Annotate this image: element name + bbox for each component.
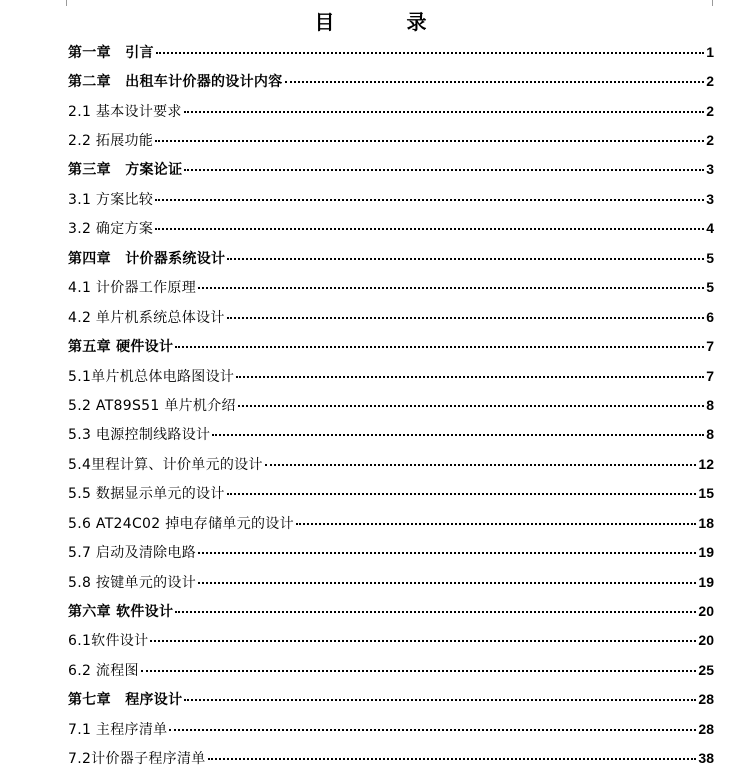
toc-section-entry[interactable]	[68, 390, 714, 419]
toc-entry-label: 7.1 主程序清单	[68, 721, 168, 738]
toc-entry-label: 3.1 方案比较	[68, 191, 154, 208]
toc-entry-label: 第二章 出租车计价器的设计内容	[68, 74, 283, 91]
toc-entry-label: 3.2 确定方案	[68, 221, 154, 238]
toc-chapter-entry[interactable]	[68, 37, 714, 66]
toc-entry-label: 5.3 电源控制线路设计	[68, 427, 211, 444]
toc-page-number: 2	[706, 102, 714, 119]
toc-page-number: 6	[706, 308, 714, 325]
toc-entry-label: 5.7 启动及清除电路	[68, 545, 197, 562]
toc-entry-label: 第七章 程序设计	[68, 692, 183, 709]
toc-section-entry[interactable]	[68, 655, 714, 684]
toc-entry-label: 6.2 流程图	[68, 662, 139, 679]
toc-dot-leader	[227, 258, 704, 260]
toc-page-number: 20	[698, 603, 714, 620]
toc-chapter-entry[interactable]	[68, 331, 714, 360]
toc-dot-leader	[236, 376, 704, 378]
toc-entry-label: 5.2 AT89S51 单片机介绍	[68, 397, 236, 414]
toc-section-entry[interactable]	[68, 508, 714, 537]
toc-dot-leader	[265, 464, 697, 466]
toc-page-number: 7	[706, 367, 714, 384]
toc-entry-label: 第五章 硬件设计	[68, 339, 174, 356]
toc-dot-leader	[227, 317, 705, 319]
toc-dot-leader	[155, 140, 704, 142]
toc-page-number: 1	[706, 43, 714, 60]
toc-entry-label: 5.4里程计算、计价单元的设计	[68, 456, 263, 473]
toc-section-entry[interactable]	[68, 714, 714, 743]
toc-entry-label: 5.6 AT24C02 掉电存储单元的设计	[68, 515, 294, 532]
toc-entry-label: 2.2 拓展功能	[68, 133, 154, 150]
toc-dot-leader	[198, 552, 696, 554]
toc-page-number: 12	[698, 455, 714, 472]
toc-dot-leader	[238, 405, 704, 407]
toc-section-entry[interactable]	[68, 96, 714, 125]
toc-dot-leader	[175, 346, 704, 348]
toc-entry-label: 5.8 按键单元的设计	[68, 574, 197, 591]
toc-entry-label: 第四章 计价器系统设计	[68, 250, 226, 267]
toc-section-entry[interactable]	[68, 537, 714, 566]
toc-page-number: 18	[698, 514, 714, 531]
toc-section-entry[interactable]	[68, 361, 714, 390]
table-of-contents	[68, 37, 714, 773]
toc-dot-leader	[212, 434, 704, 436]
toc-entry-label: 第三章 方案论证	[68, 162, 183, 179]
toc-page-number: 28	[698, 691, 714, 708]
toc-dot-leader	[150, 640, 696, 642]
toc-chapter-entry[interactable]	[68, 243, 714, 272]
toc-dot-leader	[141, 670, 697, 672]
toc-page-number: 3	[706, 190, 714, 207]
toc-page-number: 25	[698, 661, 714, 678]
toc-section-entry[interactable]	[68, 420, 714, 449]
toc-entry-label: 5.1单片机总体电路图设计	[68, 368, 235, 385]
toc-page-number: 19	[698, 573, 714, 590]
toc-section-entry[interactable]	[68, 125, 714, 154]
toc-dot-leader	[155, 228, 704, 230]
toc-dot-leader	[198, 287, 704, 289]
toc-dot-leader	[296, 523, 697, 525]
toc-entry-label: 6.1软件设计	[68, 633, 149, 650]
toc-page-number: 15	[698, 485, 714, 502]
toc-page-number: 7	[706, 338, 714, 355]
toc-dot-leader	[184, 111, 704, 113]
toc-dot-leader	[175, 611, 696, 613]
toc-entry-label: 第六章 软件设计	[68, 604, 174, 621]
toc-section-entry[interactable]	[68, 214, 714, 243]
toc-section-entry[interactable]	[68, 449, 714, 478]
toc-dot-leader	[227, 493, 697, 495]
toc-dot-leader	[208, 758, 697, 760]
toc-page-number: 8	[706, 426, 714, 443]
toc-page-number: 8	[706, 396, 714, 413]
toc-page-number: 20	[698, 632, 714, 649]
toc-entry-label: 2.1 基本设计要求	[68, 103, 182, 120]
toc-page-number: 5	[706, 279, 714, 296]
toc-page-number: 38	[698, 750, 714, 767]
toc-page-number: 2	[706, 73, 714, 90]
toc-section-entry[interactable]	[68, 479, 714, 508]
toc-page-number: 4	[706, 220, 714, 237]
toc-dot-leader	[198, 582, 696, 584]
toc-dot-leader	[169, 729, 696, 731]
toc-chapter-entry[interactable]	[68, 685, 714, 714]
toc-section-entry[interactable]	[68, 567, 714, 596]
page-corner-mark-left	[66, 0, 79, 6]
toc-entry-label: 第一章 引言	[68, 44, 154, 61]
toc-entry-label: 4.1 计价器工作原理	[68, 280, 197, 297]
toc-entry-label: 7.2计价器子程序清单	[68, 751, 206, 768]
toc-page-number: 2	[706, 132, 714, 149]
toc-entry-label: 5.5 数据显示单元的设计	[68, 486, 225, 503]
toc-dot-leader	[285, 81, 705, 83]
toc-section-entry[interactable]	[68, 744, 714, 773]
toc-page-number: 3	[706, 161, 714, 178]
toc-page-number: 5	[706, 249, 714, 266]
toc-dot-leader	[184, 699, 696, 701]
toc-entry-label: 4.2 单片机系统总体设计	[68, 309, 225, 326]
toc-chapter-entry[interactable]	[68, 155, 714, 184]
toc-section-entry[interactable]	[68, 626, 714, 655]
page-corner-mark-right	[700, 0, 713, 6]
toc-section-entry[interactable]	[68, 273, 714, 302]
toc-chapter-entry[interactable]	[68, 66, 714, 95]
toc-section-entry[interactable]	[68, 302, 714, 331]
toc-chapter-entry[interactable]	[68, 596, 714, 625]
toc-page-number: 28	[698, 720, 714, 737]
toc-section-entry[interactable]	[68, 184, 714, 213]
toc-dot-leader	[155, 199, 704, 201]
toc-dot-leader	[184, 169, 704, 171]
toc-page-number: 19	[698, 544, 714, 561]
toc-title: 目 录	[314, 10, 453, 34]
toc-dot-leader	[156, 52, 704, 54]
